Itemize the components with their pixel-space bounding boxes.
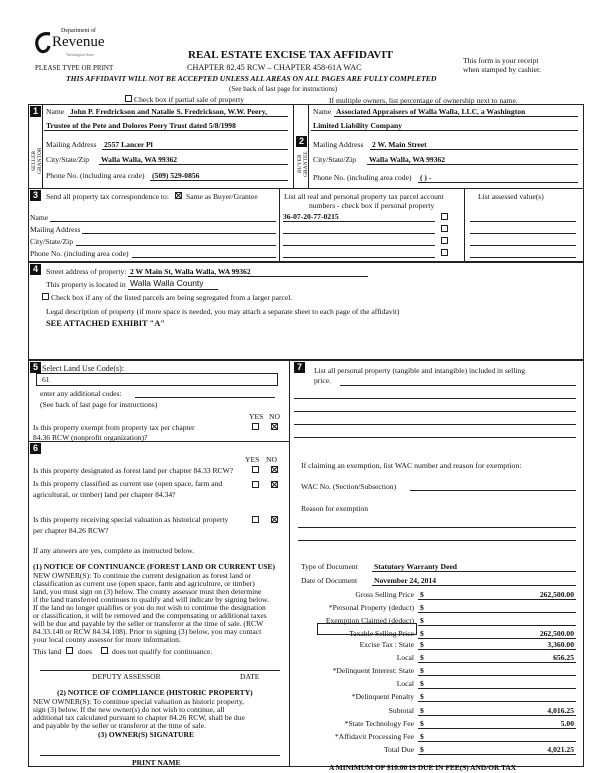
notice-2-title: (2) NOTICE OF COMPLIANCE (HISTORIC PROPERTY) (57, 688, 253, 697)
additional-codes-label: enter any additional codes: (40, 389, 122, 398)
legal-description: SEE ATTACHED EXHIBIT "A" (46, 319, 165, 328)
seller-name-2: Trustee of the Pete and Dolores Peery Trust dated 5/8/1998 (46, 121, 236, 130)
s5-see-back: (See back of last page for instructions) (40, 400, 158, 409)
personal-property-line-2 (294, 398, 576, 399)
tax-row-line (418, 701, 576, 702)
notice-1-line-4: if the land transferred continues to qualify and will indicate by signing below. (33, 595, 269, 604)
personal-property-checkbox-2[interactable] (441, 225, 448, 232)
logo-sub-text: Washington State (66, 52, 95, 57)
buyer-name2-line (311, 130, 578, 131)
s3-name-label: Name (30, 213, 49, 222)
notice-1-line-8: 84.33.140 or RCW 84.34.108). Prior to signing (3) below, you may contact (33, 627, 262, 636)
tax-row-dollar: $ (420, 719, 424, 728)
personal-property-checkbox-3[interactable] (441, 237, 448, 244)
send-correspondence-label: Send all property tax correspondence to: (46, 192, 169, 201)
personal-property-label-2: price. (314, 376, 332, 385)
land-does-checkbox[interactable] (66, 647, 73, 654)
s3-name-line (50, 221, 276, 222)
personal-property-line-4 (294, 424, 576, 425)
exempt-no-checkbox[interactable] (271, 423, 278, 430)
buyer-name-2: Limited Liability Company (313, 121, 403, 130)
land-use-input[interactable] (36, 373, 278, 386)
tax-row-label: Taxable Selling Price (349, 629, 414, 638)
tax-row-dollar: $ (420, 590, 424, 599)
tax-row-line (418, 612, 576, 613)
notice-2-line-4: and payable by the seller or transferor at the time of sale. (33, 721, 206, 730)
exemption-label: If claiming an exemption, list WAC number and reason for exemption: (301, 461, 522, 470)
doc-type-label: Type of Document (301, 562, 358, 571)
s5-s6-divider (28, 441, 290, 442)
personal-property-checkbox-1[interactable] (441, 213, 448, 220)
s5-yes: YES (249, 412, 264, 421)
tax-row-value: 3,360.00 (547, 640, 574, 649)
tax-row-label: Subtotal (388, 706, 414, 715)
revenue-logo (22, 26, 105, 66)
additional-codes-line (135, 397, 275, 398)
tax-row-dollar: $ (420, 732, 424, 741)
s3-city-label: City/State/Zip (30, 237, 74, 246)
current-use-question-1: Is this property classified as current use (open space, farm and (33, 479, 223, 488)
tax-row-value: 4,021.25 (547, 745, 574, 754)
s3-phone-line (132, 257, 276, 258)
seller-name-label: Name (46, 107, 65, 116)
warning-text: THIS AFFIDAVIT WILL NOT BE ACCEPTED UNLESS ALL AREAS ON ALL PAGES ARE FULLY COMPLETED (66, 74, 437, 83)
see-back-text: (See back of last page for instructions) (229, 85, 338, 93)
seller-label-rule (42, 104, 43, 188)
reason-line-1 (298, 527, 576, 528)
buyer-phone-label: Phone No. (including area code) (313, 173, 412, 182)
tax-row-line (418, 715, 576, 716)
assessed-line-1 (470, 221, 576, 222)
parcel-line-2 (283, 233, 435, 234)
personal-property-checkbox-4[interactable] (441, 249, 448, 256)
wac-label: WAC No. (Section/Subsection) (301, 482, 397, 491)
county-line (128, 289, 218, 290)
tax-row-label: *Delinquent Interest: State (332, 666, 414, 675)
tax-row-label: *Affidavit Processing Fee (334, 732, 414, 741)
current-use-no-checkbox[interactable] (271, 481, 278, 488)
buyer-name: Associated Appraisers of Walla Walla, LLC, a Washington (336, 107, 526, 116)
notice-1-title: (1) NOTICE OF CONTINUANCE (FOREST LAND OR CURRENT USE) (33, 562, 276, 571)
form-title: REAL ESTATE EXCISE TAX AFFIDAVIT (188, 49, 393, 61)
segregated-checkbox[interactable] (42, 293, 49, 300)
deputy-assessor-line (40, 670, 280, 671)
tax-row-value: 262,500.00 (539, 629, 574, 638)
tax-row-value: 656.25 (553, 653, 574, 662)
land-use-code: 61 (42, 375, 50, 384)
notice-1-line-6: or classification, it will be removed and the compensating or additional taxes (33, 611, 267, 620)
local-rate-box (317, 623, 417, 635)
same-as-buyer-checkbox[interactable] (175, 192, 182, 199)
s5-no: NO (269, 412, 280, 421)
section-4-number: 4 (30, 264, 41, 275)
seller-side-label: SELLER GRANTOR (31, 147, 43, 175)
form-chapter: CHAPTER 82.45 RCW – CHAPTER 458-61A WAC (187, 63, 362, 72)
buyer-mailing: 2 W. Main Street (372, 140, 427, 149)
tax-row-line (418, 599, 576, 600)
land-does-not-label: does not qualify for continuance. (112, 647, 213, 656)
notice-1-line-1: NEW OWNER(S): To continue the current designation as forest land or (33, 571, 252, 580)
county-name: Walla Walla County (130, 278, 204, 288)
tax-row-dollar: $ (420, 692, 424, 701)
assessed-line-2 (470, 233, 576, 234)
print-name-label: PRINT NAME (132, 758, 181, 767)
tax-row-label: Gross Selling Price (355, 590, 414, 599)
assessed-line-4 (470, 257, 576, 258)
reason-label: Reason for exemption (301, 504, 369, 513)
s6-no: NO (266, 455, 277, 464)
tax-row-dollar: $ (420, 629, 424, 638)
s6-yes: YES (245, 455, 260, 464)
tax-row-label: *Personal Property (deduct) (328, 603, 414, 612)
buyer-city-line (367, 164, 578, 165)
section-3-number: 3 (30, 190, 41, 201)
doc-date-line (372, 585, 576, 586)
tax-row-line (418, 625, 576, 626)
tax-row-dollar: $ (420, 640, 424, 649)
forest-yes-checkbox[interactable] (252, 466, 259, 473)
multiple-owners-note: If multiple owners, list percentage of ownership next to name. (329, 96, 518, 105)
section-7-number: 7 (294, 362, 305, 373)
doc-type-line (372, 571, 576, 572)
tax-row-label: Local (396, 653, 414, 662)
tax-row-label: Local (396, 679, 414, 688)
forest-question: Is this property designated as forest land per chapter 84.33 RCW? (33, 466, 234, 475)
seller-mailing-label: Mailing Address (46, 140, 97, 149)
land-use-label: Select Land Use Code(s): (42, 364, 124, 373)
tax-row-dollar: $ (420, 603, 424, 612)
personal-property-line-3 (294, 411, 576, 412)
buyer-label-rule (308, 104, 309, 188)
assessed-value-header: List assessed value(s) (478, 192, 544, 201)
tax-row-line (418, 754, 576, 755)
personal-property-line-5 (294, 437, 576, 438)
buyer-phone-line (418, 182, 578, 183)
seller-mailing-line (102, 149, 288, 150)
segregated-label: Check box if any of the listed parcels are being segregated from a larger parcel. (51, 293, 293, 302)
tax-row-line (418, 675, 576, 676)
seller-mailing: 2557 Lancer Pl (104, 140, 153, 149)
tax-row-line (418, 662, 576, 663)
seller-name-line (68, 116, 288, 117)
forest-no-checkbox[interactable] (271, 466, 278, 473)
tax-row-value: 4,016.25 (547, 706, 574, 715)
tax-row-label: Total Due (383, 745, 414, 754)
doc-type: Statutory Warranty Deed (374, 562, 457, 571)
parcel-list-header-2: numbers - check box if personal property (309, 201, 435, 210)
buyer-phone: ( ) - (420, 173, 432, 182)
parcel-number: 36-07-20-77-0215 (283, 212, 339, 221)
section-6-number: 6 (30, 443, 41, 454)
notice-2-line-3: additional tax calculated pursuant to chapter 84.26 RCW, shall be due (33, 713, 245, 722)
legal-description-label: Legal description of property (if more space is needed, you may attach a separate sheet to each page of the affidavit) (46, 307, 400, 316)
deputy-date-label: DATE (240, 672, 260, 681)
parcel-line-3 (283, 245, 435, 246)
receipt-note-1: This form is your receipt (463, 56, 539, 65)
assessed-line-3 (470, 245, 576, 246)
reason-line-2 (298, 540, 576, 541)
parcel-line-1 (283, 221, 435, 222)
tax-row-value: 262,500.00 (539, 590, 574, 599)
buyer-city-label: City/State/Zip (313, 155, 357, 164)
seller-name2-line (44, 130, 288, 131)
this-land-label: This land (33, 647, 62, 656)
buyer-mailing-line (370, 149, 578, 150)
s3-phone-label: Phone No. (including area code) (30, 249, 129, 258)
tax-row-label: *State Technology Fee (344, 719, 414, 728)
tax-row-line (418, 649, 576, 650)
same-as-buyer-label: Same as Buyer/Grantee (186, 192, 258, 201)
s3-mailing-label: Mailing Address (30, 225, 81, 234)
lower-divider (289, 360, 290, 766)
tax-row-value: 5.00 (560, 719, 574, 728)
partial-sale-label: Check box if partial sale of property (134, 95, 245, 104)
deputy-assessor-label: DEPUTY ASSESSOR (92, 672, 161, 681)
exempt-yes-checkbox[interactable] (252, 423, 259, 430)
buyer-city: Walla Walla, WA 99362 (369, 155, 446, 164)
tax-row-label: Excise Tax : State (359, 640, 414, 649)
section-2-number: 2 (296, 136, 307, 147)
street-address: 2 W Main St, Walla Walla, WA 99362 (130, 267, 251, 276)
current-use-yes-checkbox[interactable] (252, 481, 259, 488)
current-use-question-2: agricultural, or timber) land per chapter 84.34? (33, 490, 176, 499)
section-3-divider-2 (464, 188, 465, 261)
logo-main-text: Revenue (52, 34, 105, 50)
tax-row-line (418, 741, 576, 742)
historic-no-checkbox[interactable] (271, 516, 278, 523)
seller-phone-label: Phone No. (including area code) (46, 171, 145, 180)
notice-1-line-3: land, you must sign on (3) below. The county assessor must then determine (33, 587, 262, 596)
notice-1-line-5: If the land no longer qualifies or you do not wish to continue the designation (33, 603, 266, 612)
notice-2-line-2: sign (3) below. If the new owner(s) do not wish to continue, all (33, 705, 225, 714)
logo-swoosh-icon (32, 30, 54, 56)
s3-mailing-line (82, 233, 276, 234)
tax-row-dollar: $ (420, 616, 424, 625)
notice-2-line-1: NEW OWNER(S): To continue special valuation as historic property, (33, 697, 245, 706)
historic-yes-checkbox[interactable] (252, 516, 259, 523)
seller-city: Walla Walla, WA 99362 (101, 155, 178, 164)
exempt-question-1: Is this property exempt from property tax per chapter (33, 423, 195, 432)
buyer-name-line (334, 116, 578, 117)
tax-row-line (418, 728, 576, 729)
owner-signature-title: (3) OWNER(S) SIGNATURE (98, 730, 195, 739)
logo-top-text: Department of (61, 28, 96, 34)
seller-name: John P. Fredrickson and Natalie S. Fredrickson, W.W. Peery, (70, 107, 268, 116)
seller-city-label: City/State/Zip (46, 155, 90, 164)
tax-row-label: Exemption Claimed (deduct) (325, 616, 414, 625)
buyer-mailing-label: Mailing Address (313, 140, 364, 149)
parties-divider (293, 104, 294, 188)
doc-date-label: Date of Document (301, 576, 358, 585)
section-1-number: 1 (30, 106, 41, 117)
partial-sale-checkbox[interactable] (125, 95, 132, 102)
section-5-number: 5 (30, 362, 41, 373)
tax-row-dollar: $ (420, 745, 424, 754)
seller-phone: (509) 529-0856 (152, 171, 200, 180)
exempt-question-2: 84.36 RCW (nonprofit organization)? (33, 433, 148, 442)
land-does-label: does (78, 647, 92, 656)
notice-1-line-9: your local county assessor for more information. (33, 635, 181, 644)
land-does-not-checkbox[interactable] (101, 647, 108, 654)
s3-city-line (76, 245, 276, 246)
buyer-side-label: BUYER GRANTEE (297, 151, 309, 177)
personal-property-label-1: List all personal property (tangible and intangible) included in selling (314, 366, 526, 375)
located-in-label: This property is located in (46, 280, 126, 289)
minimum-due-note: A MINIMUM OF $10.00 IS DUE IN FEE(S) AND/OR TAX (329, 763, 517, 772)
street-address-line (128, 276, 368, 277)
tax-row-line (418, 688, 576, 689)
historic-question-2: per chapter 84.26 RCW? (33, 526, 109, 535)
please-type: PLEASE TYPE OR PRINT (35, 64, 114, 72)
personal-property-line-1 (340, 385, 576, 386)
buyer-name-label: Name (313, 107, 332, 116)
historic-question-1: Is this property receiving special valuation as historical property (33, 515, 229, 524)
tax-row-label: *Delinquent Penalty (351, 692, 414, 701)
seller-city-line (99, 164, 288, 165)
tax-row-dollar: $ (420, 653, 424, 662)
section-3-divider (279, 188, 280, 261)
tax-row-dollar: $ (420, 679, 424, 688)
parcel-list-header-1: List all real and personal property tax parcel account (284, 192, 444, 201)
tax-row-line (418, 638, 576, 639)
street-address-label: Street address of property: (46, 267, 127, 276)
seller-phone-line (150, 180, 288, 181)
notice-1-line-2: classification as current use (open space, farm and agriculture, or timber) (33, 579, 255, 588)
if-yes-note: If any answers are yes, complete as instructed below. (33, 546, 195, 555)
parcel-line-4 (283, 257, 435, 258)
tax-row-dollar: $ (420, 666, 424, 675)
receipt-note-2: when stamped by cashier. (463, 65, 542, 74)
owner-signature-line (40, 755, 280, 756)
tax-row-dollar: $ (420, 706, 424, 715)
notice-1-line-7: will be due and payable by the seller or transferor at the time of sale. (RCW (33, 619, 264, 628)
wac-line (410, 490, 576, 491)
doc-date: November 24, 2014 (374, 576, 437, 585)
